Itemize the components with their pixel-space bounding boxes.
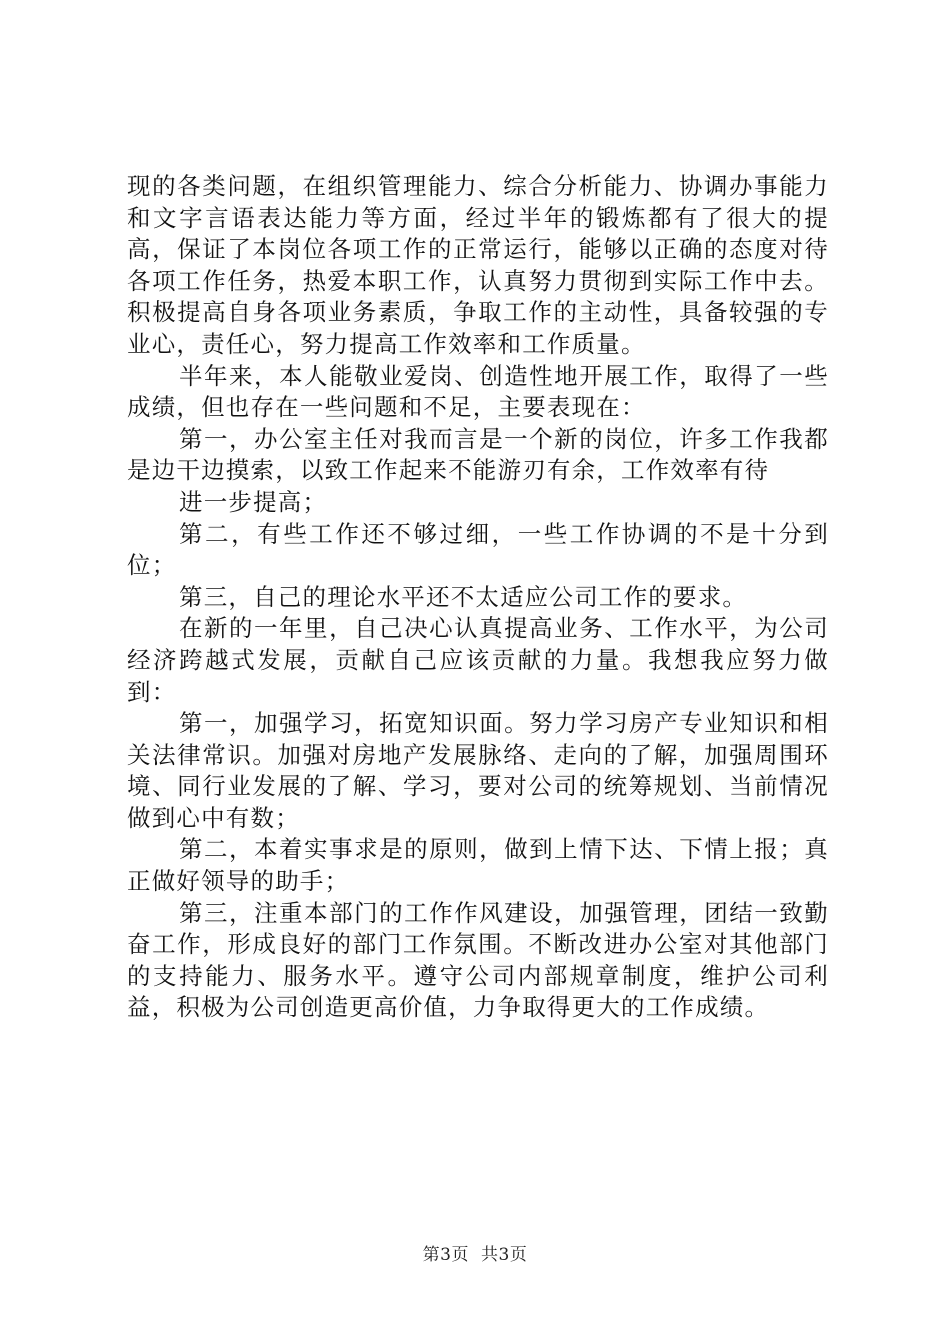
- paragraph: 第一，办公室主任对我而言是一个新的岗位，许多工作我都是边干边摸索，以致工作起来不能游刃有余，工作效率有待: [127, 424, 829, 485]
- paragraph: 在新的一年里，自己决心认真提高业务、工作水平，为公司经济跨越式发展，贡献自己应该贡献的力量。我想我应努力做到：: [127, 614, 829, 706]
- page-footer: [0, 1244, 950, 1266]
- paragraph: 第三，自己的理论水平还不太适应公司工作的要求。: [179, 582, 748, 611]
- paragraph: 进一步提高；: [179, 487, 328, 516]
- document-body: [127, 171, 829, 1024]
- paragraph: 现的各类问题，在组织管理能力、综合分析能力、协调办事能力和文字言语表达能力等方面，经过半年的锻炼都有了很大的提高，保证了本岗位各项工作的正常运行，能够以正确的态度对待各项工作任务，热爱本职工作，认真努力贯彻到实际工作中去。积极提高自身各项业务素质，争取工作的主动性，具备较强的专业心，责任心，努力提高工作效率和工作质量。: [127, 172, 829, 358]
- paragraph: 第二，有些工作还不够过细，一些工作协调的不是十分到位；: [127, 519, 829, 580]
- page-total: 共3页: [481, 1245, 528, 1265]
- paragraph: 第一，加强学习，拓宽知识面。努力学习房产专业知识和相关法律常识。加强对房地产发展脉络、走向的了解，加强周围环境、同行业发展的了解、学习，要对公司的统筹规划、当前情况做到心中有数；: [127, 709, 829, 832]
- paragraph: 半年来，本人能敬业爱岗、创造性地开展工作，取得了一些成绩，但也存在一些问题和不足，主要表现在：: [127, 361, 829, 422]
- page-number: 第3页: [422, 1245, 469, 1265]
- paragraph: 第二，本着实事求是的原则，做到上情下达、下情上报；真正做好领导的助手；: [127, 835, 829, 896]
- paragraph: 第三，注重本部门的工作作风建设，加强管理，团结一致勤奋工作，形成良好的部门工作氛围。不断改进办公室对其他部门的支持能力、服务水平。遵守公司内部规章制度，维护公司利益，积极为公司创造更高价值，力争取得更大的工作成绩。: [127, 898, 829, 1022]
